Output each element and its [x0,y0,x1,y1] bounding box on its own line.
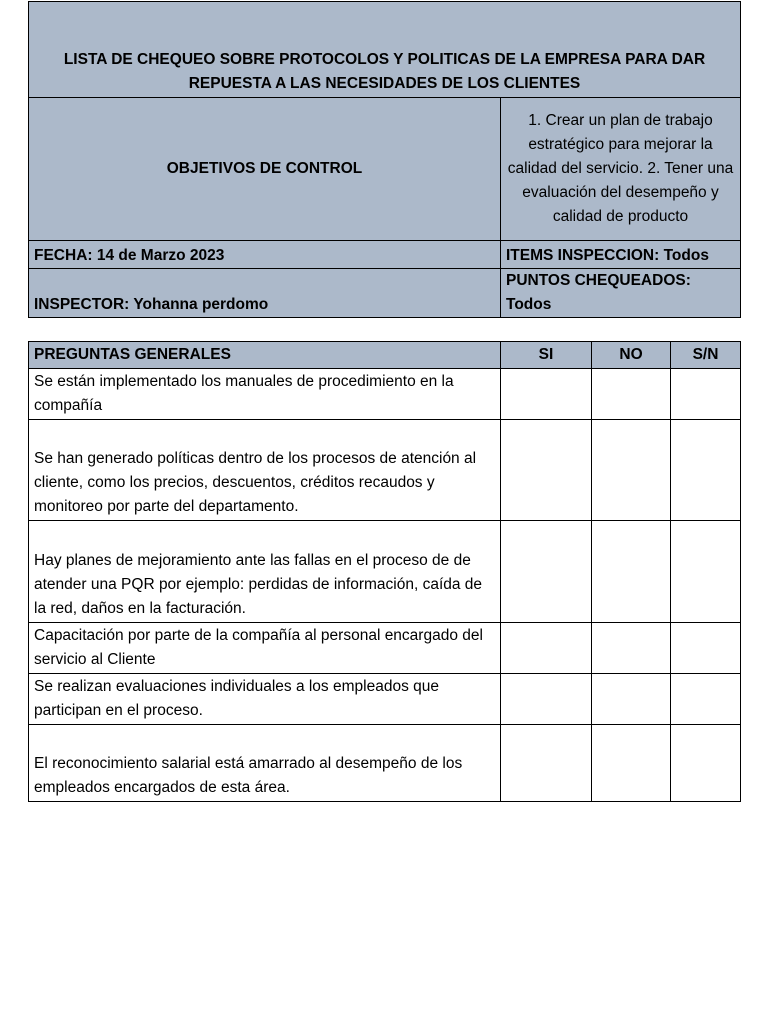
answer-sn-cell[interactable] [671,725,741,802]
inspector-row [29,269,741,318]
answer-no-cell[interactable] [592,725,671,802]
question-text: Capacitación por parte de la compañía al personal encargado del servicio al Cliente [29,623,501,674]
table-row [29,521,741,623]
table-row [29,725,741,802]
checklist-header-row [29,342,741,369]
answer-no-cell[interactable] [592,623,671,674]
table-row [29,623,741,674]
title-row [29,2,741,98]
table-row [29,674,741,725]
question-text: Se han generado políticas dentro de los procesos de atención al cliente, como los precios, descuentos, créditos recaudos y monitoreo por parte del departamento. [29,420,501,521]
table-row [29,369,741,420]
column-header-questions: PREGUNTAS GENERALES [29,342,501,369]
answer-sn-cell[interactable] [671,369,741,420]
answer-si-cell[interactable] [501,674,592,725]
question-text: Se realizan evaluaciones individuales a los empleados que participan en el proceso. [29,674,501,725]
column-header-sn: S/N [671,342,741,369]
table-row [29,420,741,521]
column-header-no: NO [592,342,671,369]
answer-no-cell[interactable] [592,674,671,725]
answer-no-cell[interactable] [592,420,671,521]
objectives-row [29,98,741,241]
answer-sn-cell[interactable] [671,420,741,521]
objectives-label: OBJETIVOS DE CONTROL [29,98,501,241]
items-inspected-field: ITEMS INSPECCION: Todos [501,241,741,269]
objectives-text: 1. Crear un plan de trabajo estratégico para mejorar la calidad del servicio. 2. Tener una evaluación del desempeño y calidad de producto [501,98,741,241]
answer-sn-cell[interactable] [671,521,741,623]
answer-si-cell[interactable] [501,420,592,521]
answer-sn-cell[interactable] [671,623,741,674]
question-text: El reconocimiento salarial está amarrado al desempeño de los empleados encargados de esta área. [29,725,501,802]
answer-si-cell[interactable] [501,725,592,802]
column-header-si: SI [501,342,592,369]
inspector-field: INSPECTOR: Yohanna perdomo [29,269,501,318]
answer-no-cell[interactable] [592,521,671,623]
answer-si-cell[interactable] [501,521,592,623]
header-table [28,1,741,318]
answer-si-cell[interactable] [501,369,592,420]
date-field: FECHA: 14 de Marzo 2023 [29,241,501,269]
answer-si-cell[interactable] [501,623,592,674]
date-row [29,241,741,269]
checklist-table [28,341,741,802]
answer-no-cell[interactable] [592,369,671,420]
checked-points-field: PUNTOS CHEQUEADOS: Todos [501,269,741,318]
question-text: Se están implementado los manuales de procedimiento en la compañía [29,369,501,420]
document-title: LISTA DE CHEQUEO SOBRE PROTOCOLOS Y POLITICAS DE LA EMPRESA PARA DAR REPUESTA A LAS NECESIDADES DE LOS CLIENTES [29,2,741,98]
answer-sn-cell[interactable] [671,674,741,725]
question-text: Hay planes de mejoramiento ante las fallas en el proceso de de atender una PQR por ejemplo: perdidas de información, caída de la red, daños en la facturación. [29,521,501,623]
